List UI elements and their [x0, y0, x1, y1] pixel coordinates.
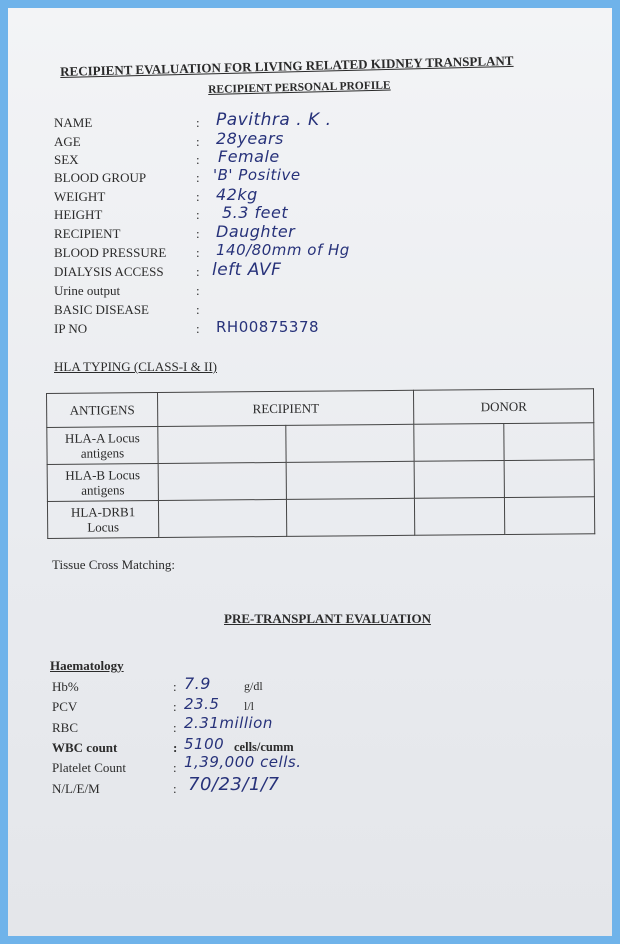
weight-value: 42kg	[216, 185, 258, 204]
ip-no-value: RH00875378	[216, 318, 320, 336]
blood-pressure-value: 140/80mm of Hg	[216, 241, 350, 259]
dialysis-access-value: left AVF	[212, 260, 282, 280]
field-colon: :	[173, 679, 177, 694]
wbc-label: WBC count	[52, 740, 118, 755]
field-colon: :	[196, 245, 200, 260]
tissue-cross-matching-label: Tissue Cross Matching:	[52, 557, 176, 572]
field-colon: :	[173, 699, 177, 714]
empty-cell	[286, 461, 415, 499]
recipient-header: RECIPIENT	[158, 390, 415, 426]
empty-cell	[504, 460, 594, 498]
antigens-header: ANTIGENS	[47, 393, 158, 428]
basic-disease-label: BASIC DISEASE	[54, 302, 149, 317]
age-value: 28years	[216, 129, 284, 148]
hb-value: 7.9	[184, 674, 211, 693]
blood-group-label: BLOOD GROUP	[54, 170, 147, 185]
pcv-value: 23.5	[184, 695, 220, 713]
field-colon: :	[196, 226, 200, 241]
wbc-value: 5100	[184, 735, 225, 753]
sex-value: Female	[218, 147, 280, 166]
table-row	[47, 497, 594, 539]
pcv-label: PCV	[52, 699, 78, 714]
hla-typing-title: HLA TYPING (CLASS-I & II)	[54, 359, 217, 374]
empty-cell	[158, 499, 286, 537]
pre-transplant-title: PRE-TRANSPLANT EVALUATION	[224, 611, 431, 626]
hb-label: Hb%	[52, 679, 79, 694]
field-colon: :	[196, 321, 200, 336]
field-colon: :	[196, 170, 200, 185]
nlem-value: 70/23/1/7	[188, 774, 280, 795]
recipient-value: Daughter	[216, 222, 296, 241]
nlem-label: N/L/E/M	[52, 781, 100, 796]
donor-header: DONOR	[414, 389, 594, 425]
field-colon: :	[196, 283, 200, 298]
weight-label: WEIGHT	[54, 189, 106, 204]
document-page	[8, 8, 612, 936]
rbc-value: 2.31million	[184, 714, 273, 732]
sex-label: SEX	[54, 152, 79, 167]
field-colon: :	[196, 115, 200, 130]
ip-no-label: IP NO	[54, 321, 88, 336]
hla-drb1-cell: HLA-DRB1 Locus	[47, 501, 158, 539]
empty-cell	[414, 424, 504, 462]
empty-cell	[286, 424, 415, 462]
field-colon: :	[173, 760, 177, 775]
hb-unit: g/dl	[244, 679, 263, 693]
empty-cell	[158, 462, 286, 500]
hla-table	[46, 388, 595, 539]
platelet-count-label: Platelet Count	[52, 760, 127, 775]
urine-output-label: Urine output	[54, 283, 121, 298]
field-colon: :	[196, 264, 200, 279]
empty-cell	[158, 425, 286, 463]
pcv-unit: l/l	[244, 699, 255, 713]
field-colon: :	[196, 189, 200, 204]
platelet-count-value: 1,39,000 cells.	[184, 753, 302, 771]
empty-cell	[415, 498, 505, 536]
field-colon: :	[196, 134, 200, 149]
table-row	[47, 423, 594, 465]
name-value: Pavithra . K .	[216, 110, 332, 130]
recipient-label: RECIPIENT	[54, 226, 121, 241]
field-colon: :	[173, 781, 177, 796]
wbc-unit: cells/cumm	[234, 740, 294, 754]
empty-cell	[287, 498, 416, 536]
rbc-label: RBC	[52, 720, 79, 735]
hla-a-cell: HLA-A Locus antigens	[47, 427, 158, 465]
blood-pressure-label: BLOOD PRESSURE	[54, 245, 167, 260]
dialysis-access-label: DIALYSIS ACCESS	[54, 264, 164, 279]
empty-cell	[415, 461, 505, 499]
height-value: 5.3 feet	[222, 203, 289, 222]
field-colon: :	[196, 152, 200, 167]
field-colon: :	[196, 207, 200, 222]
field-colon: :	[173, 720, 177, 735]
field-colon: :	[173, 740, 178, 755]
document-subtitle: RECIPIENT PERSONAL PROFILE	[208, 79, 391, 96]
empty-cell	[505, 497, 595, 535]
blood-group-value: 'B' Positive	[213, 166, 301, 184]
empty-cell	[504, 423, 594, 461]
haematology-title: Haematology	[50, 658, 124, 673]
hla-b-cell: HLA-B Locus antigens	[47, 464, 158, 502]
name-label: NAME	[54, 115, 93, 130]
table-row	[47, 460, 594, 502]
height-label: HEIGHT	[54, 207, 103, 222]
document-title: RECIPIENT EVALUATION FOR LIVING RELATED KIDNEY TRANSPLANT	[60, 52, 514, 79]
field-colon: :	[196, 302, 200, 317]
age-label: AGE	[54, 134, 81, 149]
